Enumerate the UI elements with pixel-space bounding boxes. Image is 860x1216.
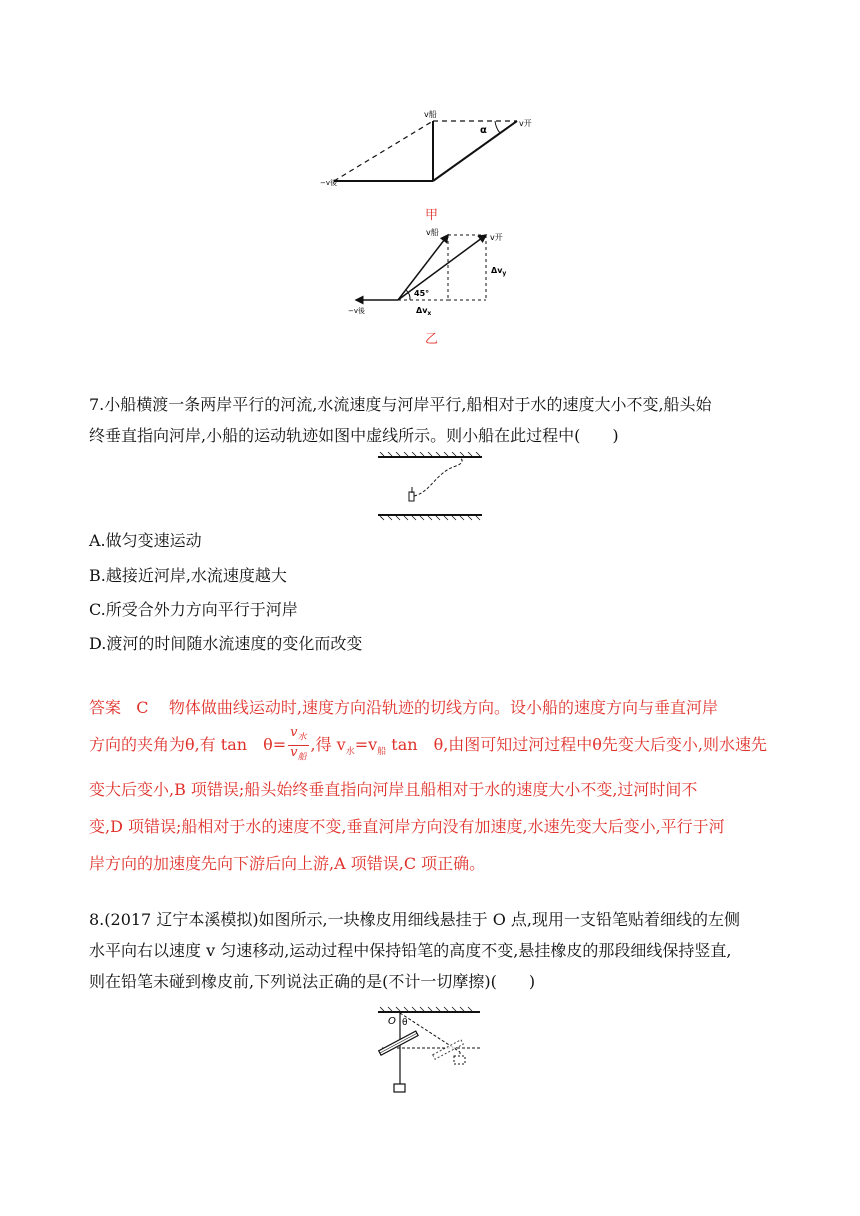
- label-v-kai-yi: v开: [490, 233, 503, 242]
- label-alpha: α: [480, 125, 487, 136]
- label-minus-v: −v後: [320, 179, 338, 187]
- q7-option-b: B.越接近河岸,水流速度越大: [89, 566, 287, 585]
- caption-jia: 甲: [425, 208, 439, 223]
- label-v-chuan-yi: v船: [426, 228, 439, 237]
- q7-river-figure: [376, 452, 486, 522]
- label-45-deg: 45°: [414, 289, 430, 298]
- q8-stem: 8.(2017 辽宁本溪模拟)如图所示,一块橡皮用细线悬挂于 O 点,现用一支铅笔贴着细线的左侧 水平向右以速度 v 匀速移动,运动过程中保持铅笔的高度不变,悬挂橡皮的那段细线保持竖直, 则在铅笔未碰到橡皮前,下列说法正确的是(不计一切摩擦)( ): [89, 910, 741, 991]
- velocity-fraction: $\frac{v_水}{v_船}$: [290, 725, 307, 763]
- figure-yi: [346, 225, 516, 325]
- label-delta-vy: $\Delta v_y$: [491, 266, 507, 277]
- answer-choice: C: [136, 698, 149, 717]
- q7-stem: 7.小船横渡一条两岸平行的河流,水流速度与河岸平行,船相对于水的速度大小不变,船头始 终垂直指向河岸,小船的运动轨迹如图中虚线所示。则小船在此过程中( ): [89, 395, 712, 445]
- figure-jia: [320, 105, 550, 195]
- answer-label: 答案: [89, 698, 122, 717]
- label-O: O: [388, 1016, 396, 1027]
- q7-option-d: D.渡河的时间随水流速度的变化而改变: [89, 634, 363, 653]
- q7-option-c: C.所受合外力方向平行于河岸: [89, 600, 298, 619]
- answer-7: 答案 C 物体做曲线运动时,速度方向沿轨迹的切线方向。设小船的速度方向与垂直河岸 方向的夹角为θ,有 tan θ= $\frac{v_水}{v_船}$ ,得 $v_水=v_船$ tan θ,由图可知过河过程中θ先变大后变小,则水速先 变大后变小,B 项错误;船头始终垂直指向河岸且船相对于水的速度大小不变,过河时间不 变,D 项错误;船相对于水的速度不变,垂直河岸方向没有加速度,水速先变大后变小,平行于河 岸方向的加速度先向下游后向上游,A 项错误,C 项正确。: [89, 698, 768, 874]
- label-minus-v-yi: −v後: [348, 307, 366, 315]
- q8-pencil-figure: [372, 1004, 487, 1096]
- caption-yi: 乙: [425, 332, 439, 347]
- label-theta: θ: [402, 1018, 408, 1028]
- q7-option-a: A.做匀变速运动: [89, 531, 202, 550]
- label-v-kai: v开: [519, 119, 532, 128]
- label-delta-vx: $\Delta v_x$: [416, 306, 432, 317]
- label-v-chuan: v船: [424, 110, 437, 119]
